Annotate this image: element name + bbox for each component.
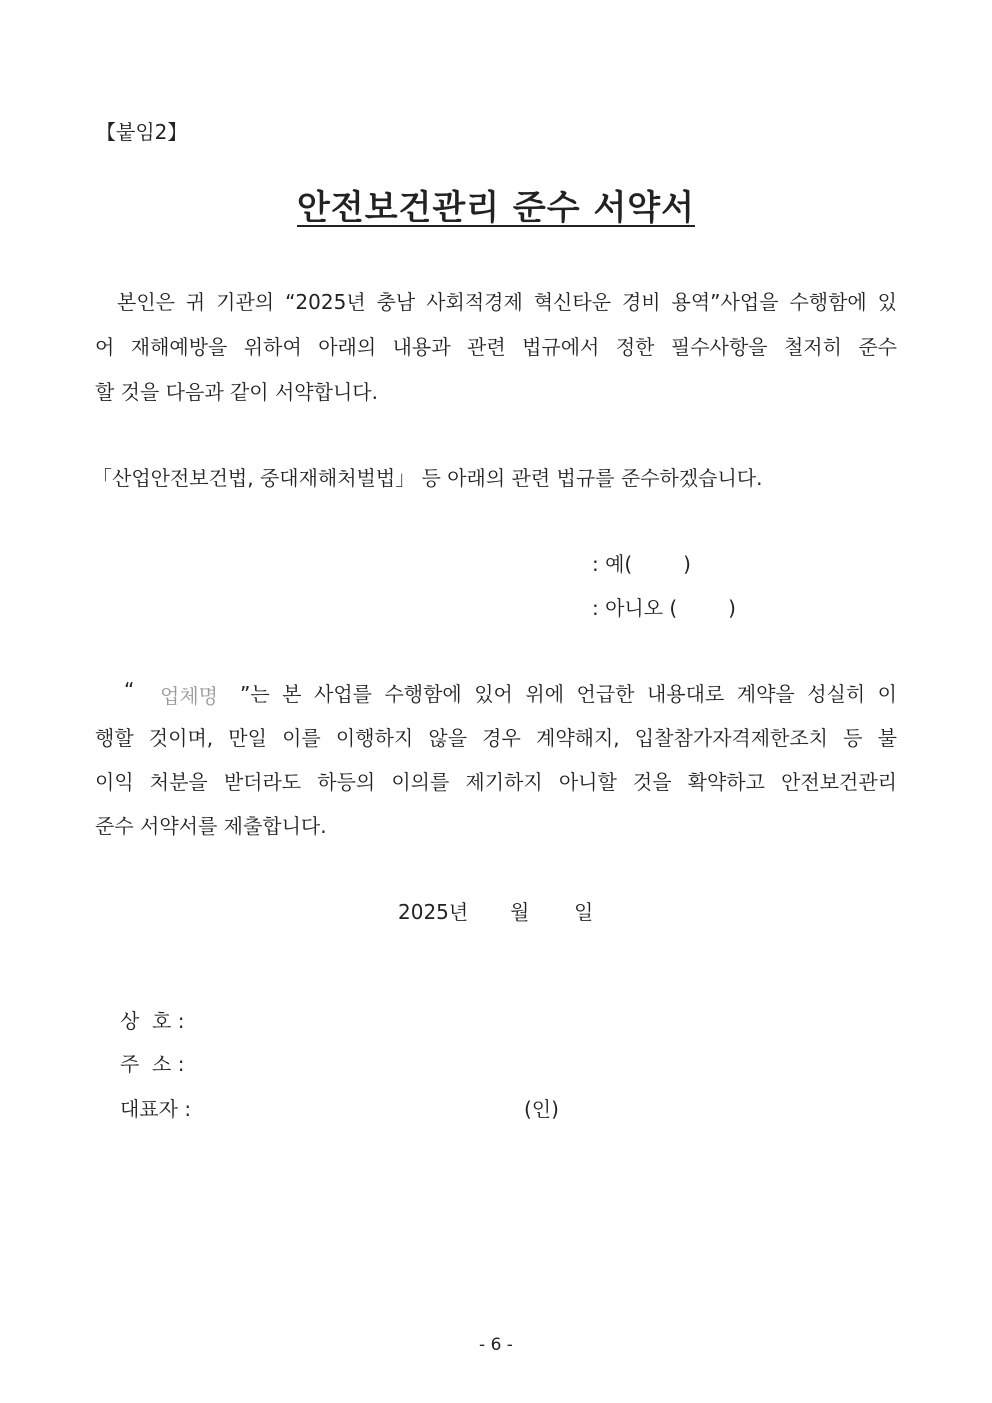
pledge-line: ”는 본 사업를 수행함에 있어 위에 언급한 내용대로 계약을 성실히 이 [240, 682, 897, 706]
pledge-line: 행할 것이며, 만일 이를 이행하지 않을 경우 계약해지, 입찰참가자격제한조치 등 불 [95, 726, 897, 750]
address-field-label: 주 소 : [120, 1052, 185, 1076]
intro-line: 본인은 귀 기관의 “2025년 충남 사회적경제 혁신타운 경비 용역”사업을 수행함에 있 [117, 290, 897, 314]
option-yes: : 예( ) [592, 552, 691, 576]
representative-field-label: 대표자 : [120, 1097, 192, 1121]
company-name-placeholder: 업체명 [160, 684, 218, 708]
attachment-label: 【붙임2】 [96, 120, 188, 144]
seal-mark: (인) [524, 1097, 559, 1121]
date-month: 월 [510, 900, 530, 924]
date-year: 2025년 [398, 900, 469, 924]
document-title: 안전보건관리 준수 서약서 [297, 188, 695, 228]
pledge-open-quote: “ [124, 678, 135, 702]
date-day: 일 [574, 900, 594, 924]
intro-line: 할 것을 다음과 같이 서약합니다. [95, 380, 378, 404]
option-no: : 아니오 ( ) [592, 596, 736, 620]
intro-line: 어 재해예방을 위하여 아래의 내용과 관련 법규에서 정한 필수사항을 철저히 준수 [95, 335, 897, 359]
law-statement: 「산업안전보건법, 중대재해처벌법」 등 아래의 관련 법규를 준수하겠습니다. [92, 466, 763, 490]
company-field-label: 상 호 : [120, 1009, 185, 1033]
pledge-line: 준수 서약서를 제출합니다. [95, 814, 327, 838]
page-number: - 6 - [479, 1335, 513, 1355]
pledge-line: 이익 처분을 받더라도 하등의 이의를 제기하지 아니할 것을 확약하고 안전보건관리 [95, 770, 897, 794]
